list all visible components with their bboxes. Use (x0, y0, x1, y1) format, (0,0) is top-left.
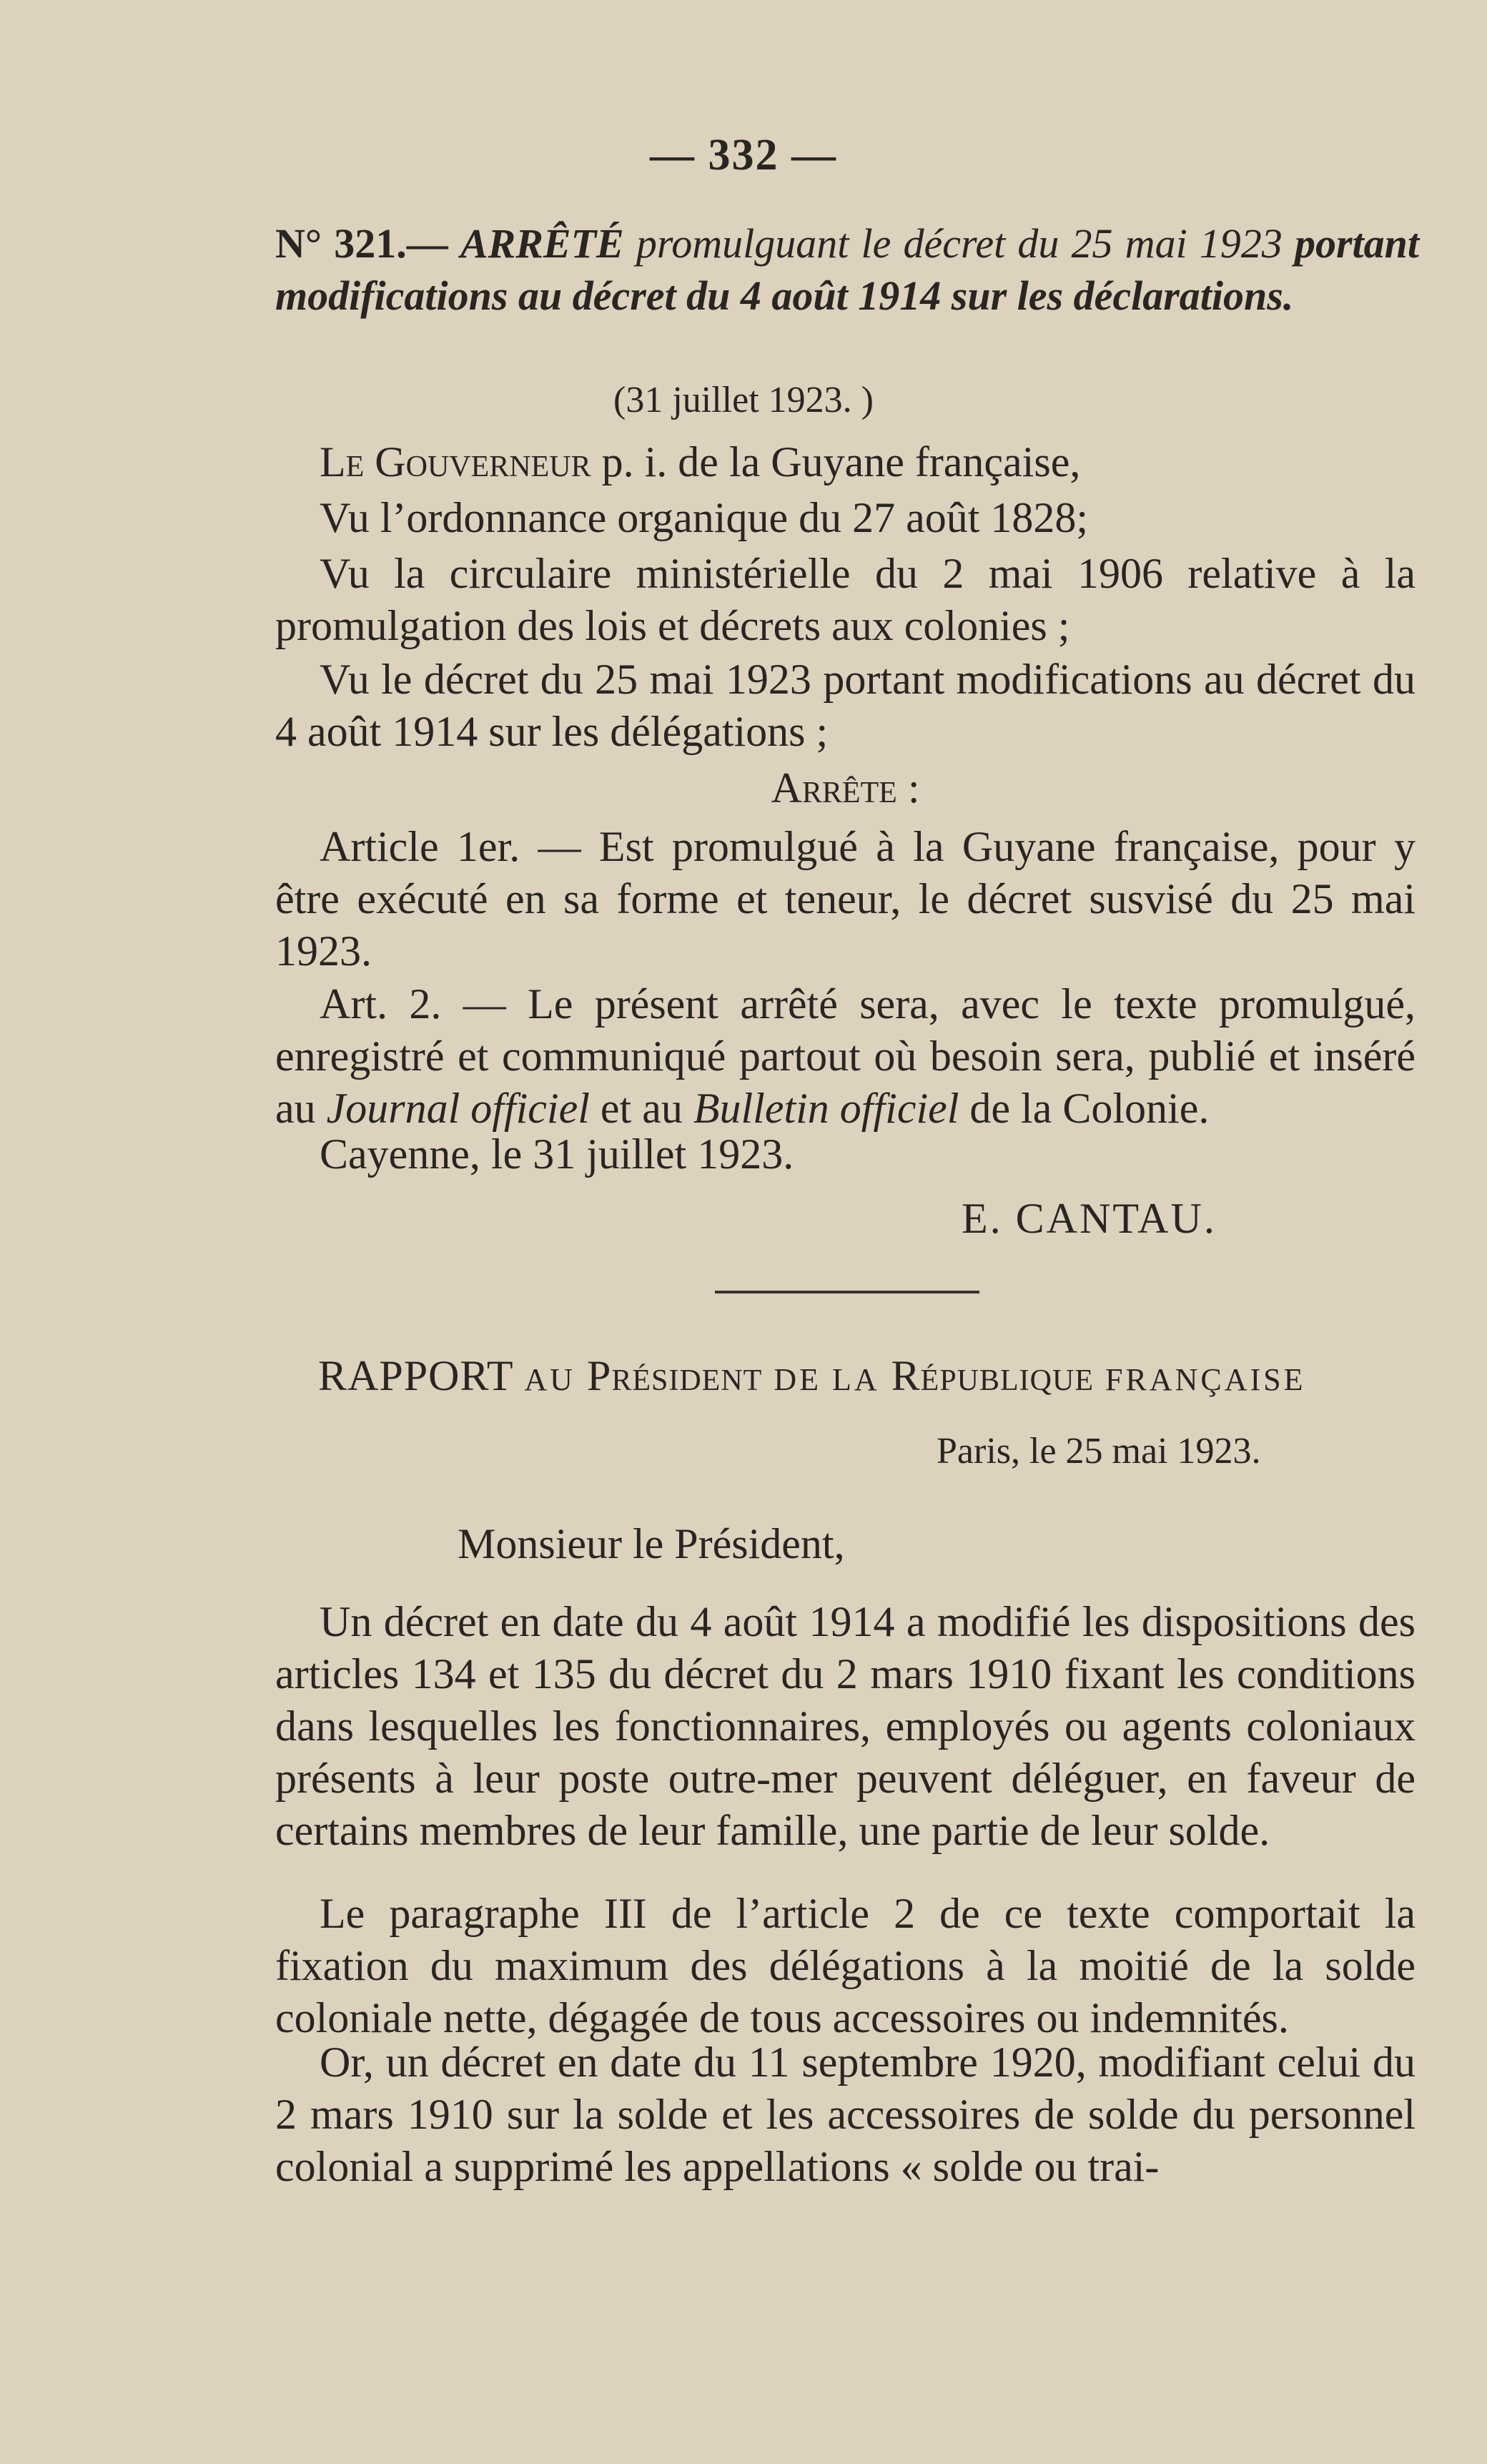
arrete-label: Arrête : (771, 764, 920, 812)
article-2-text-mid: et au (589, 1085, 693, 1132)
decree-heading (275, 217, 1419, 322)
decree-date: (31 juillet 1923. ) (613, 380, 874, 420)
rapport-heading (318, 1351, 1433, 1401)
decree-type: ARRÊTÉ (460, 220, 624, 267)
article-2-text-start: Art. 2. — Le présent arrêté sera, avec le texte promulgué, enregistré et communiqué partout où besoin sera, publié et inséré au (275, 980, 1416, 1132)
page-number: — 332 — (650, 131, 837, 179)
body-paragraph-1: Un décret en date du 4 août 1914 a modifié les dispositions des articles 134 et 135 du décret du 2 mars 1910 fixant les conditions dans lesquelles les fonctionnaires, employés ou agents coloniaux présents à leur poste outre-mer peuvent déléguer, en faveur de certains membres de leur famille, une partie de leur solde. (275, 1598, 1416, 1854)
rapport-francaise: FRANÇAISE (1105, 1362, 1306, 1397)
rapport-de-la: DE LA (774, 1362, 880, 1397)
article-2 (275, 978, 1416, 1135)
bulletin-officiel: Bulletin officiel (693, 1085, 959, 1132)
rapport-au: AU (524, 1362, 575, 1397)
decree-number: N° 321.— (275, 220, 448, 267)
decree-title-part3: déclarations. (1073, 272, 1294, 319)
preamble-vu-circulaire: Vu la circulaire ministérielle du 2 mai 1906 relative à la promulgation des lois et décrets aux colonies ; (275, 550, 1416, 649)
preamble-vu-decret: Vu le décret du 25 mai 1923 portant modifications au décret du 4 août 1914 sur les délégations ; (275, 656, 1416, 755)
decree-title-part1: promulguant le décret du 25 mai 1923 (636, 220, 1283, 267)
closing-place-date: Cayenne, le 31 juillet 1923. (320, 1130, 794, 1178)
gouverneur-rest: p. i. de la Guyane française, (601, 438, 1081, 486)
journal-officiel: Journal officiel (326, 1085, 590, 1132)
preamble-vu-ordonnance: Vu l’ordonnance organique du 27 août 1828; (320, 494, 1089, 541)
decree-title-part2: portant modifications au décret du 4 août 1914 sur les (275, 220, 1420, 319)
rapport-word: RAPPORT (318, 1352, 513, 1399)
article-2-text-end: de la Colonie. (959, 1085, 1210, 1132)
preamble-gouverneur (275, 436, 1416, 488)
salutation: Monsieur le Président, (458, 1520, 845, 1567)
signature: E. CANTAU. (962, 1195, 1217, 1242)
article-1: Article 1er. — Est promulgué à la Guyane française, pour y être exécuté en sa forme et teneur, le décret susvisé du 25 mai 1923. (275, 823, 1416, 975)
rapport-date: Paris, le 25 mai 1923. (937, 1431, 1261, 1472)
body-paragraph-3: Or, un décret en date du 11 septembre 1920, modifiant celui du 2 mars 1910 sur la solde et les accessoires de solde du personnel colonial a supprimé les appellations « solde ou trai- (275, 2039, 1416, 2190)
rapport-president: Président (586, 1352, 763, 1399)
section-divider (715, 1291, 979, 1293)
body-paragraph-2: Le paragraphe III de l’article 2 de ce texte comportait la fixation du maximum des délégations à la moitié de la solde coloniale nette, dégagée de tous accessoires ou indemnités. (275, 1890, 1416, 2041)
rapport-republique: République (891, 1352, 1094, 1399)
gouverneur-title: Le Gouverneur (320, 438, 591, 486)
